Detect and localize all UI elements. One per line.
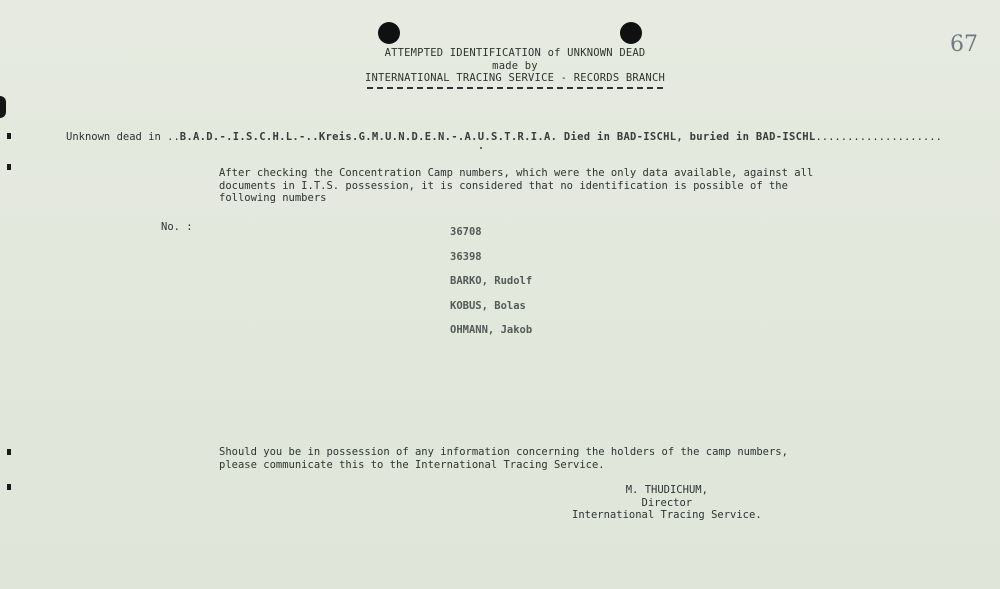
- checking-paragraph: After checking the Concentration Camp numbers, which were the only data available, against all documents in I.T.S. possession, it is considered that no identification is possible of the following numbers: [219, 167, 814, 204]
- unknown-dead-line: [66, 131, 942, 143]
- margin-mark: [7, 164, 11, 170]
- list-item: 36708: [450, 226, 482, 238]
- header-organization: INTERNATIONAL TRACING SERVICE - RECORDS BRANCH: [365, 72, 665, 84]
- closing-paragraph: Should you be in possession of any information concerning the holders of the camp numbers, please communicate this to the International Tracing Service.: [219, 446, 788, 471]
- punch-hole-right: [620, 22, 642, 44]
- list-item: OHMANN, Jakob: [450, 324, 533, 336]
- header-title: ATTEMPTED IDENTIFICATION of UNKNOWN DEAD: [384, 47, 646, 59]
- signatory-title: Director: [641, 496, 693, 509]
- unknown-dead-label: Unknown dead in ..: [66, 131, 180, 143]
- margin-mark: [7, 484, 11, 490]
- list-item: 36398: [450, 250, 482, 263]
- unknown-dead-place: B.A.D.-.I.S.C.H.L.-..Kreis.G.M.U.N.D.E.N.-.A.U.S.T.R.I.A. Died in BAD-ISCHL, buried in BAD-ISCHL: [179, 131, 816, 143]
- margin-mark: [7, 449, 11, 455]
- document-header: [330, 47, 700, 89]
- page-number: 67: [950, 32, 978, 57]
- list-item: BARKO, Rudolf: [450, 275, 533, 287]
- smudge: [480, 147, 482, 149]
- signature-block: [572, 484, 762, 522]
- margin-mark: [7, 133, 11, 139]
- list-item: KOBUS, Bolas: [450, 299, 526, 312]
- unknown-dead-dots: ....................: [815, 131, 942, 143]
- signatory-name: M. THUDICHUM,: [625, 484, 708, 496]
- punch-hole-left: [378, 22, 400, 44]
- signatory-organization: International Tracing Service.: [572, 509, 762, 521]
- header-underline: [367, 87, 663, 89]
- edge-mark: [0, 96, 6, 118]
- numbers-label: No. :: [161, 221, 193, 233]
- header-made-by: made by: [492, 59, 538, 72]
- numbers-list: [450, 226, 532, 349]
